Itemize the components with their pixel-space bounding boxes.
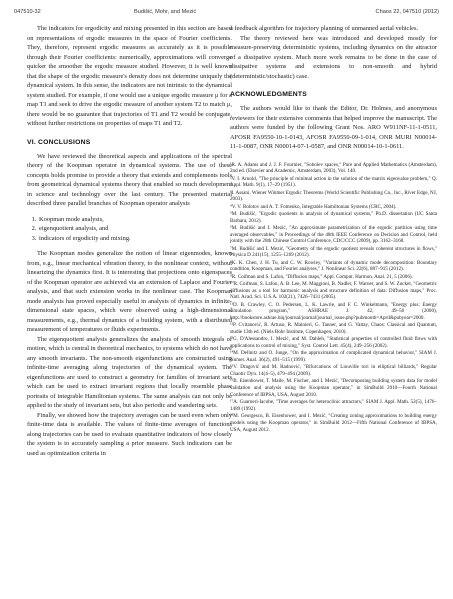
reference-item: ⁴V. V. Bolotov and A. T. Fomenko, Integrable Hamiltonian Systems (CRC, 2004). — [230, 203, 397, 210]
left-column — [27, 24, 232, 458]
reference-item: ¹R. A. Adams and J. J. F. Fournier, "Sobolev spaces," Pure and Applied Mathematics (Amsterdam), 2nd ed. (Elsevier and Academic, Amsterdam, 2003), Vol. 140. — [230, 161, 437, 175]
section-heading-acknowledgments: ACKNOWLEDGMENTS — [230, 91, 308, 98]
journal-citation: Chaos 22, 047510 (2012) — [375, 9, 439, 15]
reference-item: ⁷M. Budišić and I. Mezić, "Geometry of the ergodic quotient reveals coherent structures in flows," Physica D 241(15), 1255–1269 (2012). — [230, 245, 437, 259]
list-item: 3. indicators of ergodicity and mixing. — [38, 234, 232, 244]
reference-item: ⁵M. Budišić, "Ergodic quotients in analysis of dynamical systems," Ph.D. dissertation (UC Santa Barbara, 2012). — [230, 210, 437, 224]
references-list — [230, 162, 437, 435]
reference-item: ³I. Assani, Wiener Wintner Ergodic Theorems (World Scientific Publishing Co., Inc., River Edge, NJ, 2003). — [230, 189, 437, 203]
paragraph-koopman-modes: The Koopman modes generalize the notion of linear eigenmodes, known from, e.g., linear mechanical vibration theory, to the nonlinear context, without linearizing the dynamics first. It is interesting that projections onto eigenspaces of the Koopman operator are achieved via an extension of Laplace and Fourier analysis, and that such extension works in the nonlinear case. The Koopman mode analysis has proved especially useful in analysis of dynamics in infinite-dimensional state spaces, which were observed using a high-dimensional measurements, e.g., thermal dynamics of a building system, with a distributed measurement of temperatures or fluids experiments. — [27, 250, 232, 333]
list-item: 2. eigenquotient analysis, and — [38, 224, 232, 234]
running-header — [14, 9, 439, 19]
section-heading-conclusions: VI. CONCLUSIONS — [27, 138, 91, 146]
article-number: 047510-32 — [14, 9, 41, 15]
paragraph-eigenquotient: The eigenquotient analysis generalizes the analysis of smooth integrals of motion, which is central in theoretical mechanics, to systems which do not have any smooth invariants. The non-smooth eigenfunctions are constructed using infinite-time averaging along trajectories of the dynamical system. The eigenfunctions are used to construct a geometry for families of invariant sets which can be used to extract invariant regions that locally resemble phase portraits of integrable Hamiltonian systems. The same analysis can not only be applied to the study of invariant sets, but also periodic and wandering sets. — [27, 335, 232, 409]
reference-item: ¹⁴M. Dellnitz and O. Junge, "On the approximation of complicated dynamical behavior," SIAM J. Numer. Anal. 36(2), 491–515 (1999). — [230, 350, 437, 364]
reference-item: ⁶M. Budišić and I. Mezić, "An approximate parametrization of the ergodic partition using time averaged observables," in Proceedings of the 48th IEEE Conference on Decision and Control, held jointly with the 28th Chinese Control Conference, CDC/CCC (2009), pp. 3162–3168. — [230, 224, 437, 245]
paragraph-indicators: The indicators for ergodicity and mixing presented in this section are based on representations of ergodic measures in the space of Fourier coefficients. They, therefore, represent ergodic measures as accurately as it is possible through their Fourier coefficients: numerically, approximations will converge quicker the smoother the ergodic measure studied. However, it is well known that the shape of the ergodic measure's density does not determine uniquely the dynamical system. In this sense, the indicators are not intrinsic to the dynamical system studied. For example, if one would use a unique ergodic measure μ for a map T1 and seek to drive the ergodic measure of another system T2 to match μ, there would be no guarantee that trajectories of T1 and T2 would be conjugate, without further restrictions on properties of maps T1 and T2. — [27, 25, 232, 127]
paragraph-theory: The theory reviewed here was introduced and developed mostly for measure-preserving deterministic systems, including dynamics on the attractor of a dissipative system. Much more work remains to be done in the case of dissipative systems and extensions to non-smooth and hybrid (deterministic/stochastic) case. — [230, 34, 437, 80]
reference-item: ¹²P. Cvitanović, R. Artuso, R. Mainieri, G. Tanner, and G. Vattay, Chaos: Classical and Quantum, studie 13th ed. (Niels Bohr Institute, Copenhagen, 2010). — [230, 322, 437, 336]
right-column — [230, 24, 437, 434]
paragraph-review: We have reviewed the theoretical aspects and applications of the spectral theory of the Koopman operator in dynamical systems. The use of these concepts holds promise to provide a theory that extends and complements tools from geometrical dynamical systems theory that enabled so much development in science and technology over the last century. The presented material described three parallel branches of Koopman operator analysis — [27, 152, 232, 207]
paragraph-continuation: a feedback algorithm for trajectory planning of unmanned aerial vehicles. — [230, 25, 419, 32]
paragraph-acknowledgments: The authors would like to thank the Editor, Dr. Holmes, and anonymous reviewers for their extensive comments that helped improve the manuscript. The authors were funded by the following Grant Nos. ARO W911NF-11-1-0511, AFOSR FA9550-10-1-0143, AFOSR FA9550-09-1-014, ONR MURI N00014-11-1-0087, ONR N00014-07-1-0587, and ONR N00014-10-1-0611. — [230, 105, 437, 150]
reference-item: ⁸K. K. Chen, J. H. Tu, and C. W. Rowley, "Variants of dynamic mode decomposition: Boundary condition, Koopman, and Fourier analyses," J. Nonlinear Sci. 22(6), 887–915 (2012). — [230, 259, 437, 273]
author-line: Budišić, Mohr, and Mezić — [134, 9, 197, 15]
reference-item: ⁹R. Coifman and S. Lafon, "Diffusion maps," Appl. Comput. Harmon. Anal. 21, 5 (2006). — [230, 273, 413, 280]
reference-item: ¹⁸M. Georgescu, B. Eisenhower, and I. Mezić, "Creating zoning approximations to building energy models using the Koopman operator," in SimBuild 2012—Fifth National Conference of IBPSA, USA, August 2012. — [230, 413, 437, 434]
reference-item: ¹⁶B. Eisenhower, T. Maile, M. Fischer, and I. Mezić, "Decomposing building system data for model validation and analysis using the Koopman operator," in SimBuild 2010—Fourth National Conference of IBPSA, USA, August 2010. — [230, 378, 437, 399]
reference-item: ¹⁷A. Guarneri-Iacobe, "Time averages for heteroclinic attractors," SIAM J. Appl. Math. 52(5), 1476–1489 (1992). — [230, 399, 437, 413]
reference-item: ¹⁰R. Coifman, S. Lafon, A. B. Lee, M. Maggioni, B. Nadler, F. Warner, and S. W. Zucker, "Geometric diffusions as a tool for harmonic analysis and structure definition of data: Diffusion maps," Proc. Natl. Acad. Sci. U.S.A. 102(21), 7426–7431 (2005). — [230, 280, 437, 301]
reference-item: ¹¹D. B. Crawley, C. O. Pedersen, L. K. Lawrie, and F. C. Winkelmann, "Energy plus: Energy simulation program," ASHRAE J. 42, 49–56 (2000), http://bookstore.ashrae.biq/journal/journal/journal_issue.php?pubmonth=April&pubyear=2000. — [230, 301, 437, 322]
reference-item: ¹³G. D'Alessandro, I. Mezić, and M. Dahleh, "Statistical properties of controlled fluid flows with applications to control of mixing," Syst. Control Lett. 45(4), 249–256 (2002). — [230, 336, 437, 350]
paragraph-finite-time: Finally, we showed how the trajectory averages can be used even when only finite-time data is available. The values of finite-time averages of functions along trajectories can be used to evaluate quantitative indicators of how closely the system is to accurately sampling a prior measure. Such indicators can be used as optimization criteria in — [27, 411, 232, 457]
reference-item: ²V. I. Arnold, "The principle of minimal action in the solution of the matrix eigenvalue problem," Q. Appl. Math. 9(1), 17–29 (1951). — [230, 175, 437, 189]
branches-list — [27, 215, 232, 244]
list-item: 1. Koopman mode analysis, — [38, 215, 232, 225]
reference-item: ¹⁵V. Dragović and M. Radnović, "Bifurcations of Liouville tori in elliptical billiards," Regular Chaotic Dyn. 14(4–5), 479–494 (2009). — [230, 364, 437, 378]
